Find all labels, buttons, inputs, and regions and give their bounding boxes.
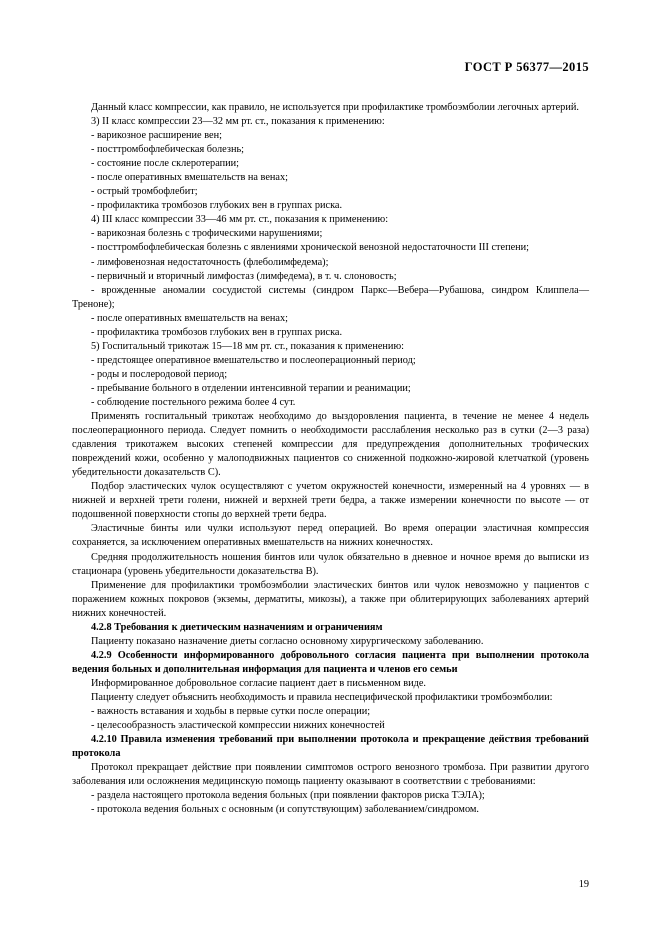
list-item: - состояние после склеротерапии;: [91, 158, 240, 170]
list-item: - лимфовенозная недостаточность (флеболимфедема);: [91, 256, 329, 268]
list-item: - предстоящее оперативное вмешательство и послеоперационный период;: [91, 354, 416, 366]
paragraph: 3) II класс компрессии 23—32 мм рт. ст., показания к применению:: [91, 116, 385, 128]
list-item: - посттромбофлебическая болезнь;: [91, 144, 245, 156]
document-body: [72, 101, 589, 817]
list-item: - целесообразность эластической компрессии нижних конечностей: [91, 720, 385, 732]
list-item: - пребывание больного в отделении интенсивной терапии и реанимации;: [91, 382, 411, 394]
list-item: - врожденные аномалии сосудистой системы (синдром Паркс—Вебера—Рубашова, синдром Клиппела—Треноне);: [72, 284, 589, 310]
paragraph: Данный класс компрессии, как правило, не используется при профилактике тромбоэмболии легочных артерий.: [91, 102, 579, 113]
paragraph: 4) III класс компрессии 33—46 мм рт. ст., показания к применению:: [91, 214, 389, 226]
list-item: - после оперативных вмешательств на венах;: [91, 312, 289, 324]
section-heading-4-2-10: 4.2.10 Правила изменения требований при выполнении протокола и прекращение действия требований протокола: [72, 734, 589, 760]
list-item: - соблюдение постельного режима более 4 сут.: [91, 396, 296, 408]
list-item: - протокола ведения больных с основным (и сопутствующим) заболеванием/синдромом.: [91, 804, 479, 816]
paragraph: Эластичные бинты или чулки используют перед операцией. Во время операции эластичная компрессия сохраняется, за исключением оперативных вмешательств на нижних конечностях.: [72, 523, 589, 549]
section-heading-4-2-8: 4.2.8 Требования к диетическим назначениям и ограничениям: [91, 621, 383, 633]
paragraph: Применение для профилактики тромбоэмболии эластических бинтов или чулок невозможно у пациентов с поражением кожных покровов (экземы, дерматиты, микозы), а также при облитерирующих заболеваниях артерий нижних конечностей.: [72, 579, 589, 619]
paragraph: Пациенту следует объяснить необходимость и правила неспецифической профилактики тромбоэмболии:: [91, 691, 553, 703]
list-item: - после оперативных вмешательств на венах;: [91, 172, 289, 184]
paragraph: 5) Госпитальный трикотаж 15—18 мм рт. ст., показания к применению:: [91, 340, 404, 352]
list-item: - посттромбофлебическая болезнь с явлениями хронической венозной недостаточности III степени;: [91, 242, 530, 254]
page-header: ГОСТ Р 56377—2015: [464, 60, 589, 74]
paragraph: Информированное добровольное согласие пациент дает в письменном виде.: [91, 677, 427, 689]
list-item: - первичный и вторичный лимфостаз (лимфедема), в т. ч. слоновость;: [91, 270, 397, 282]
paragraph: Подбор эластических чулок осуществляют с учетом окружностей конечности, измеренный на 4 уровнях — в нижней и верхней трети голени, нижней и верхней трети бедра, а также измерении конечности по высоте — от подошвенной поверхности стопы до верхней трети бедра.: [72, 481, 589, 521]
paragraph: Протокол прекращает действие при появлении симптомов острого венозного тромбоза. При развитии другого заболевания или осложнения медицинскую помощь пациенту оказывают в соответствии с требованиями:: [72, 762, 589, 788]
list-item: - профилактика тромбозов глубоких вен в группах риска.: [91, 326, 343, 338]
list-item: - варикозное расширение вен;: [91, 130, 222, 142]
section-heading-4-2-9: 4.2.9 Особенности информированного добровольного согласия пациента при выполнении протокола ведения больных и дополнительная информация для пациента и членов его семьи: [72, 649, 589, 675]
paragraph: Средняя продолжительность ношения бинтов или чулок обязательно в дневное и ночное время до выписки из стационара (уровень убедительности доказательства В).: [72, 551, 589, 577]
list-item: - профилактика тромбозов глубоких вен в группах риска.: [91, 200, 343, 212]
paragraph: Пациенту показано назначение диеты согласно основному хирургическому заболеванию.: [91, 635, 484, 647]
list-item: - важность вставания и ходьбы в первые сутки после операции;: [91, 706, 371, 718]
paragraph: Применять госпитальный трикотаж необходимо до выздоровления пациента, в течение не менее 4 недель послеоперационного периода. Следует помнить о необходимости расслабления несколько раз в сутки (2—3 раза) сдавления трикотажем высоких степеней компрессии для предупреждения дополнительных трофических повреждений кожи, особенно у малоподвижных пациентов со сниженной подкожно-жировой клетчаткой (уровень убедительности доказательств С).: [72, 411, 589, 479]
page-number: 19: [578, 879, 589, 890]
list-item: - раздела настоящего протокола ведения больных (при появлении факторов риска ТЭЛА);: [91, 790, 485, 802]
list-item: - острый тромбофлебит;: [91, 186, 198, 198]
list-item: - варикозная болезнь с трофическими нарушениями;: [91, 228, 323, 240]
list-item: - роды и послеродовой период;: [91, 368, 228, 380]
